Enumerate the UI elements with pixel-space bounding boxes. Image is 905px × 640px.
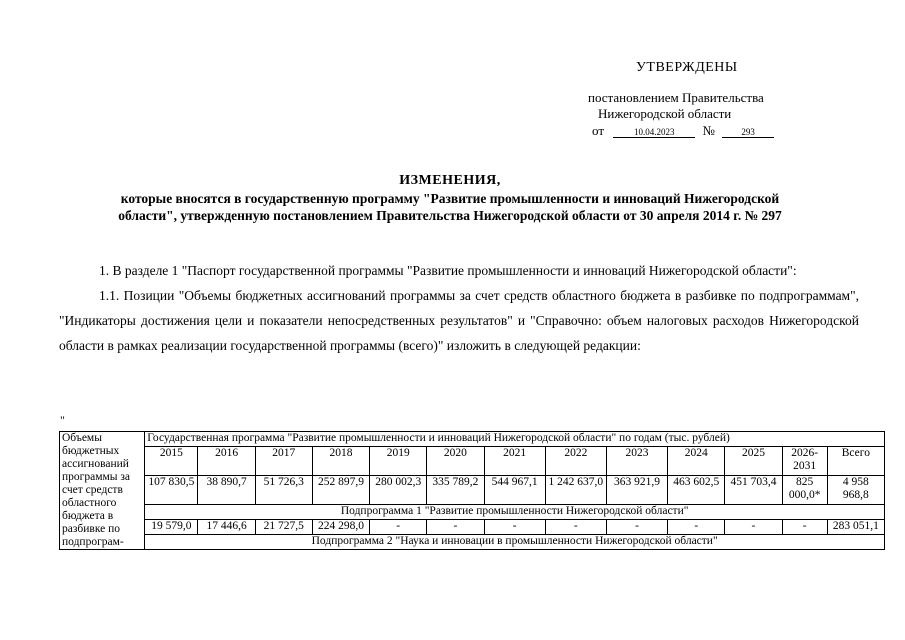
year-header: 2017 — [255, 447, 312, 476]
subprogram-2-title: Подпрограмма 2 "Наука и инновации в промышленности Нижегородской области" — [145, 534, 885, 549]
document-heading — [40, 173, 860, 224]
row-label-line: областного — [62, 497, 117, 509]
subprogram-1-value: - — [545, 519, 606, 534]
approval-date: 10.04.2023 — [613, 127, 695, 138]
paragraph-1: 1. В разделе 1 "Паспорт государственной программы "Развитие промышленности и инноваций Нижегородской области": — [99, 263, 797, 278]
approval-title: УТВЕРЖДЕНЫ — [636, 60, 738, 75]
number-label: № — [702, 123, 715, 138]
total-value: 1 242 637,0 — [545, 475, 606, 504]
year-header: 2020 — [427, 447, 484, 476]
budget-table — [59, 431, 885, 550]
row-label-line: бюджетных — [62, 445, 120, 457]
table-row — [60, 519, 885, 534]
subprogram-1-title: Подпрограмма 1 "Развитие промышленности Нижегородской области" — [145, 504, 885, 519]
row-label-line: Объемы — [62, 432, 102, 444]
table-row — [60, 475, 885, 504]
year-header: 2026-2031 — [782, 447, 827, 476]
subprogram-1-value: - — [370, 519, 427, 534]
total-value: 451 703,4 — [725, 475, 782, 504]
document-body — [59, 258, 859, 358]
row-label-line: бюджета в — [62, 510, 114, 522]
subprogram-1-value: - — [668, 519, 725, 534]
row-label-line: программы за — [62, 471, 131, 483]
total-value: 363 921,9 — [606, 475, 667, 504]
row-label-line: счет средств — [62, 484, 123, 496]
approval-line-1: постановлением Правительства — [588, 90, 764, 105]
row-label-line: подпрограм- — [62, 536, 124, 548]
subprogram-1-value: 21 727,5 — [255, 519, 312, 534]
total-value: 252 897,9 — [312, 475, 369, 504]
total-value: 544 967,1 — [484, 475, 545, 504]
total-value: 463 602,5 — [668, 475, 725, 504]
quote-mark: " — [60, 413, 65, 427]
row-label-line: разбивке по — [62, 523, 121, 535]
grand-total-value: 4 958 968,8 — [827, 475, 884, 504]
subprogram-1-value: 17 446,6 — [198, 519, 255, 534]
table-row — [60, 504, 885, 519]
year-header: 2024 — [668, 447, 725, 476]
total-value: 107 830,5 — [145, 475, 198, 504]
approval-line-2: Нижегородской области — [598, 106, 732, 121]
subtitle-line-2: области", утвержденную постановлением Правительства Нижегородской области от 30 апреля 2014 г. № 297 — [118, 208, 782, 223]
total-value: 335 789,2 — [427, 475, 484, 504]
subprogram-1-value: - — [484, 519, 545, 534]
document-subtitle — [40, 190, 860, 224]
total-value: 280 002,3 — [370, 475, 427, 504]
program-title-cell: Государственная программа "Развитие промышленности и инноваций Нижегородской области" по годам (тыс. рублей) — [145, 432, 885, 447]
year-header: 2025 — [725, 447, 782, 476]
subprogram-1-value: - — [725, 519, 782, 534]
paragraph-1-1: 1.1. Позиции "Объемы бюджетных ассигнований программы за счет средств областного бюджета в разбивке по подпрограммам", "Индикаторы достижения цели и показатели непосредственных результатов" и "Справочно: объем налоговых расходов Нижегородской области в рамках реализации государственной программы (всего)" изложить в следующей редакции: — [59, 288, 859, 353]
from-label: от — [592, 123, 605, 138]
row-label-line: ассигнований — [62, 458, 129, 470]
approval-number: 293 — [722, 127, 774, 138]
subprogram-1-value: - — [606, 519, 667, 534]
year-header: 2016 — [198, 447, 255, 476]
subprogram-1-value: - — [427, 519, 484, 534]
total-value: 825 000,0* — [782, 475, 827, 504]
total-value: 38 890,7 — [198, 475, 255, 504]
year-header: 2023 — [606, 447, 667, 476]
document-title: ИЗМЕНЕНИЯ, — [399, 173, 501, 188]
table-row — [60, 534, 885, 549]
subtitle-line-1: которые вносятся в государственную программу "Развитие промышленности и инноваций Нижегородской — [120, 191, 780, 206]
year-header: 2015 — [145, 447, 198, 476]
subprogram-1-value: 19 579,0 — [145, 519, 198, 534]
table-row — [60, 432, 885, 447]
total-value: 51 726,3 — [255, 475, 312, 504]
approval-date-line — [592, 123, 774, 139]
year-header: 2021 — [484, 447, 545, 476]
year-header: 2019 — [370, 447, 427, 476]
total-header: Всего — [827, 447, 884, 476]
subprogram-1-total: 283 051,1 — [827, 519, 884, 534]
table-row — [60, 447, 885, 476]
year-header: 2022 — [545, 447, 606, 476]
row-label-cell — [60, 432, 145, 550]
year-header: 2018 — [312, 447, 369, 476]
subprogram-1-value: 224 298,0 — [312, 519, 369, 534]
subprogram-1-value: - — [782, 519, 827, 534]
